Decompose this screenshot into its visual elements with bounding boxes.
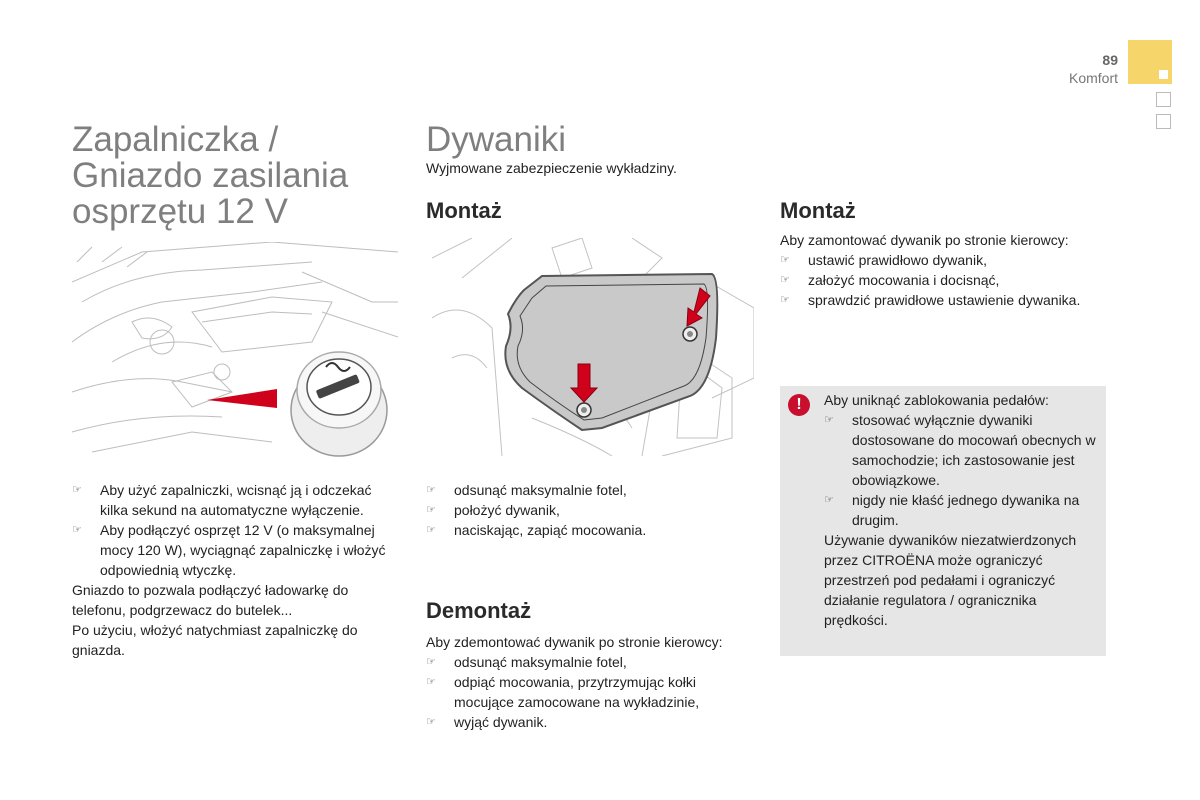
paragraph: Aby zdemontować dywanik po stronie kierowcy: [426,634,723,650]
warning-intro: Aby uniknąć zablokowania pedałów: [824,392,1049,408]
list-item: ☞ założyć mocowania i docisnąć, [780,270,1110,290]
list-item: ☞ Aby użyć zapalniczki, wcisnąć ją i odczekać kilka sekund na automatyczne wyłączenie. [72,480,402,520]
montaz-heading: Montaż [426,198,502,223]
mats-subtitle: Wyjmowane zabezpieczenie wykładziny. [426,160,677,176]
paragraph: Po użyciu, włożyć natychmiast zapalniczkę do gniazda. [72,622,358,658]
lighter-title-line: Gniazdo zasilania [72,156,349,195]
warning-icon: ! [788,394,810,416]
list-item: ☞ ustawić prawidłowo dywanik, [780,250,1110,270]
floor-mat [505,274,717,430]
list-item: ☞ nigdy nie kłaść jednego dywanika na drugim. [824,490,1096,530]
floor-mat-illustration [432,238,754,456]
lighter-title-line: osprzętu 12 V [72,192,288,231]
lighter-title [72,122,402,230]
mats-title: Dywaniki [426,120,567,159]
list-item: ☞ położyć dywanik, [426,500,766,520]
section-tab [1156,114,1171,129]
lighter-instructions [72,480,402,660]
section-label: Komfort [1068,70,1118,86]
section-tab-active [1128,40,1172,84]
list-item: ☞ naciskając, zapiąć mocowania. [426,520,766,540]
montaz-steps [426,480,766,540]
list-item: ☞ odsunąć maksymalnie fotel, [426,652,726,672]
demontaz-section [426,632,726,732]
paragraph: Gniazdo to pozwala podłączyć ładowarkę do telefonu, podgrzewacz do butelek... [72,582,349,618]
warning-note: Używanie dywaników niezatwierdzonych przez CITROËNA może ograniczyć przestrzeń pod pedałami i ograniczyć działanie regulatora / ogranicznika prędkości. [824,532,1077,628]
montaz-heading-right: Montaż [780,198,856,223]
warning-content [824,390,1096,630]
warning-box [780,386,1106,656]
list-item: ☞ odpiąć mocowania, przytrzymując kołki mocujące zamocowane na wykładzinie, [426,672,726,712]
list-item: ☞ stosować wyłącznie dywaniki dostosowane do mocowań obecnych w samochodzie; ich zastosowanie jest obowiązkowe. [824,410,1096,490]
list-item: ☞ odsunąć maksymalnie fotel, [426,480,766,500]
list-item: ☞ sprawdzić prawidłowe ustawienie dywanika. [780,290,1110,310]
lighter-closeup-icon [291,352,387,456]
pointer-arrow [207,389,277,408]
page-number: 89 [1102,52,1118,68]
montaz-right-section [780,230,1110,310]
section-tab [1156,92,1171,107]
lighter-title-line: Zapalniczka / [72,120,279,159]
lighter-illustration [72,242,398,460]
list-item: ☞ wyjąć dywanik. [426,712,726,732]
paragraph: Aby zamontować dywanik po stronie kierowcy: [780,232,1069,248]
demontaz-heading: Demontaż [426,598,532,623]
list-item: ☞ Aby podłączyć osprzęt 12 V (o maksymalnej mocy 120 W), wyciągnąć zapalniczkę i włożyć odpowiednią wtyczkę. [72,520,402,580]
